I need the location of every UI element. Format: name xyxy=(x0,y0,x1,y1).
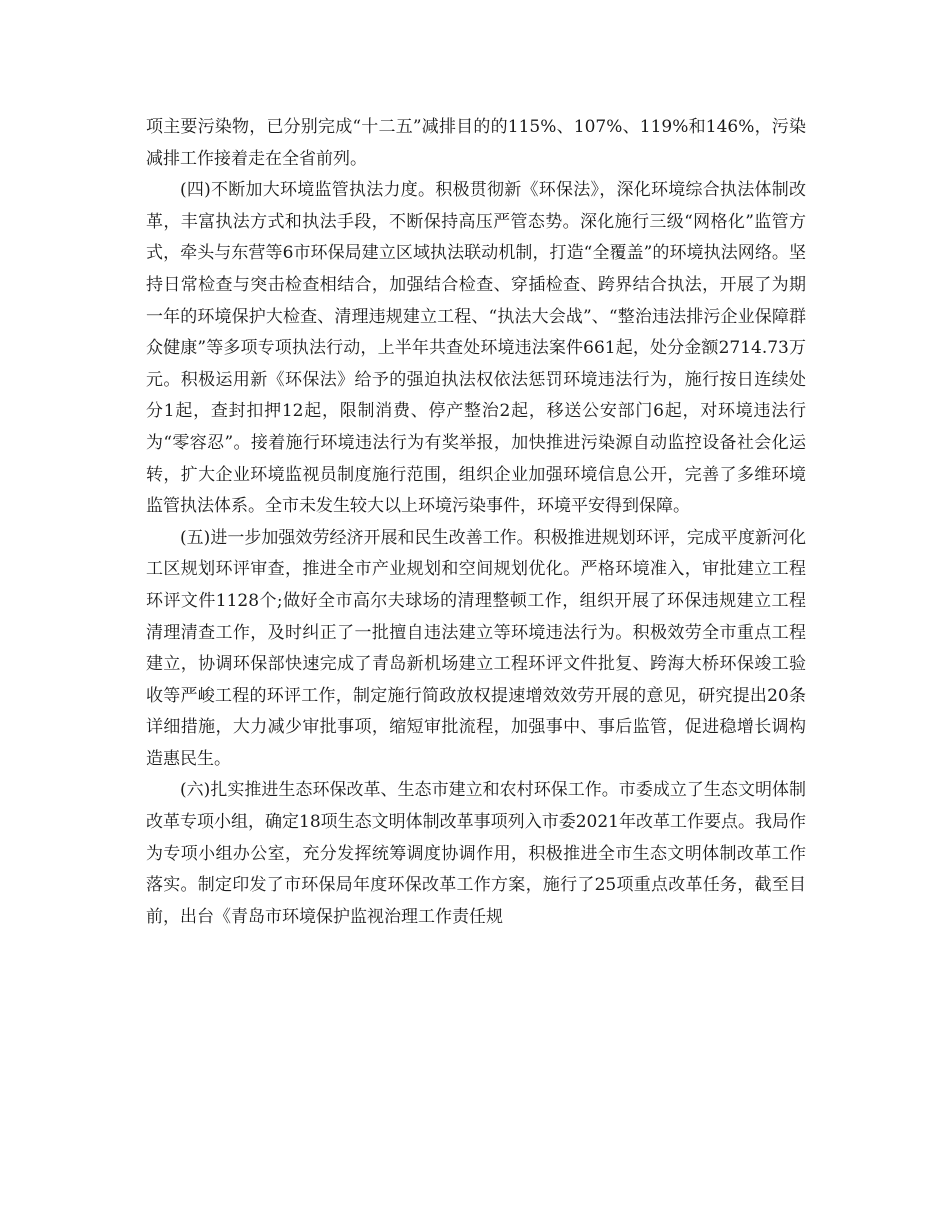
paragraph-ecological-reform: (六)扎实推进生态环保改革、生态市建立和农村环保工作。市委成立了生态文明体制改革专项小组，确定18项生态文明体制改革事项列入市委2021年改革工作要点。我局作为专项小组办公室，充分发挥统筹调度协调作用，积极推进全市生态文明体制改革工作落实。制定印发了市环保局年度环保改革工作方案，施行了25项重点改革任务，截至目前，出台《青岛市环境保护监视治理工作责任规 xyxy=(146,780,806,927)
paragraph-enforcement: (四)不断加大环境监管执法力度。积极贯彻新《环保法》，深化环境综合执法体制改革，丰富执法方式和执法手段，不断保持高压严管态势。深化施行三级“网格化”监管方式，牵头与东营等6市环保局建立区域执法联动机制，打造“全覆盖”的环境执法网络。坚持日常检查与突击检查相结合，加强结合检查、穿插检查、跨界结合执法，开展了为期一年的环境保护大检查、清理违规建立工程、“执法大会战”、“整治违法排污企业保障群众健康”等多项专项执法行动，上半年共查处环境违法案件661起，处分金额2714.73万元。积极运用新《环保法》给予的强迫执法权依法惩罚环境违法行为，施行按日连续处分1起，查封扣押12起，限制消费、停产整治2起，移送公安部门6起，对环境违法行为“零容忍”。接着施行环境违法行为有奖举报，加快推进污染源自动监控设备社会化运转，扩大企业环境监视员制度施行范围，组织企业加强环境信息公开，完善了多维环境监管执法体系。全市未发生较大以上环境污染事件，环境平安得到保障。 xyxy=(146,180,806,517)
document-page xyxy=(146,112,806,933)
paragraph-pollution-reduction: 项主要污染物，已分别完成“十二五”减排目的的115%、107%、119%和146%，污染减排工作接着走在全省前列。 xyxy=(146,117,806,169)
paragraph-economic-service: (五)进一步加强效劳经济开展和民生改善工作。积极推进规划环评，完成平度新河化工区规划环评审查，推进全市产业规划和空间规划优化。严格环境准入，审批建立工程环评文件1128个;做好全市高尔夫球场的清理整顿工作，组织开展了环保违规建立工程清理清查工作，及时纠正了一批擅自违法建立等环境违法行为。积极效劳全市重点工程建立，协调环保部快速完成了青岛新机场建立工程环评文件批复、跨海大桥环保竣工验收等严峻工程的环评工作，制定施行简政放权提速增效效劳开展的意见，研究提出20条详细措施，大力减少审批事项，缩短审批流程，加强事中、事后监管，促进稳增长调构造惠民生。 xyxy=(146,527,806,769)
